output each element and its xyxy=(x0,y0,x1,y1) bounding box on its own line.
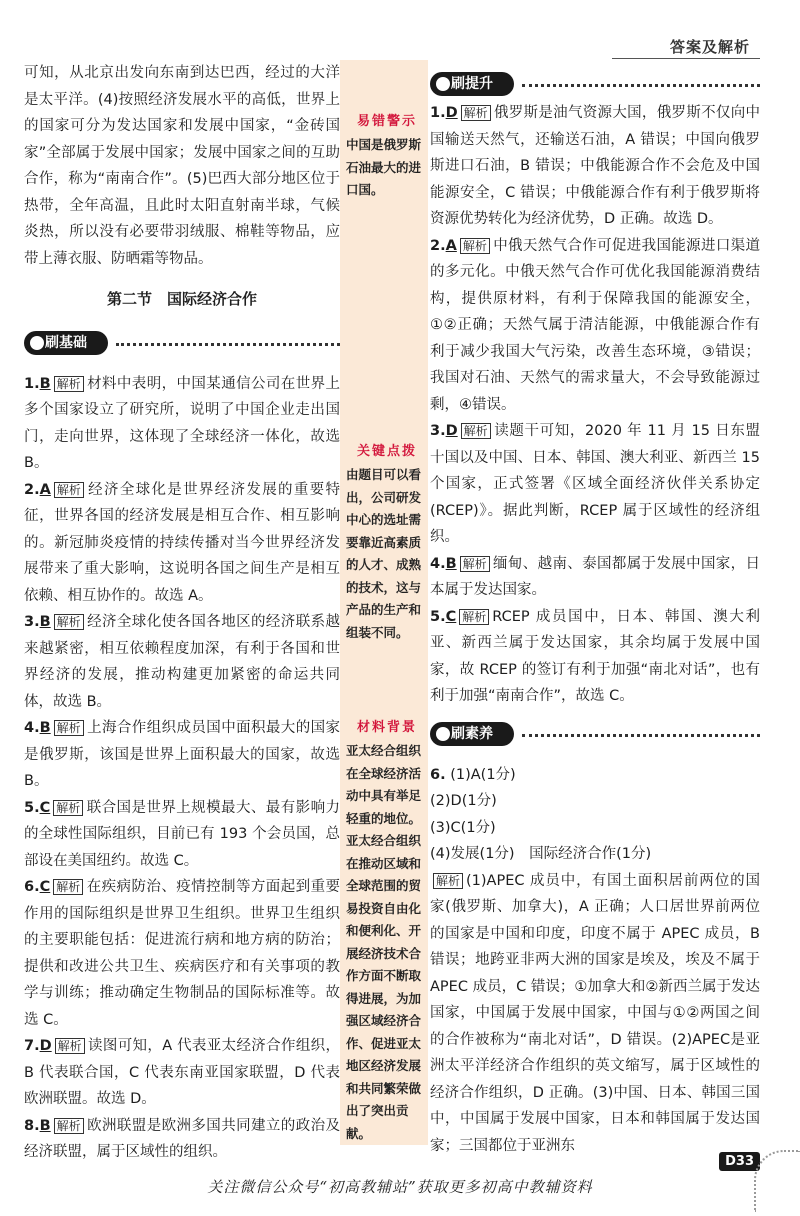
question-item xyxy=(430,100,760,233)
question-item xyxy=(24,1113,340,1166)
banner-literacy-label: 刷素养 xyxy=(430,722,514,746)
analysis-text: 读题干可知，2020 年 11 月 15 日东盟十国以及中国、日本、韩国、澳大利亚、新西兰 15 个国家，正式签署《区域全面经济伙伴关系协定(RCEP)》。据此判断，RCEP 属于区域性的经济组织。 xyxy=(430,423,760,545)
analysis-text: 联合国是世界上规模最大、最有影响力的全球性国际组织，目前已有 193 个会员国，总部设在美国纽约。故选 C。 xyxy=(24,799,340,869)
question-item xyxy=(24,874,340,1033)
analysis-tag: 解析 xyxy=(54,1118,84,1134)
q6-line: (3)C(1分) xyxy=(430,819,496,836)
question-6 xyxy=(430,762,760,1160)
question-number: 1. xyxy=(430,105,446,121)
intro-paragraph: 可知，从北京出发向东南到达巴西，经过的大洋是太平洋。(4)按照经济发展水平的高低，世界上的国家可分为发达国家和发展中国家，“金砖国家”全部属于发展中国家；发展中国家之间的互助合作，称为“南南合作”。(5)巴西大部分地区位于热带，全年高温，且此时太阳直射南半球，气候炎热，所以没有必要带羽绒服、棉鞋等物品，应带上薄衣服、防晒霜等物品。 xyxy=(24,65,340,267)
question-number: 3. xyxy=(24,614,40,630)
question-number: 4. xyxy=(24,720,40,736)
answer-letter: D xyxy=(445,105,458,121)
note-text-key: 由题目可以看出，公司研发中心的选址需要靠近高素质的人才、成熟的技术，这与产品的生产和组装不同。 xyxy=(346,467,422,640)
analysis-tag: 解析 xyxy=(461,105,491,121)
answer-letter: A xyxy=(445,237,457,254)
question-item xyxy=(24,371,340,477)
note-label-mistake: 易错警示 xyxy=(356,114,417,129)
question-number: 5. xyxy=(24,799,40,816)
analysis-tag: 解析 xyxy=(54,482,84,498)
question-item xyxy=(430,551,760,604)
analysis-text: 欧洲联盟是欧洲多国共同建立的政治及经济联盟，属于区域性的组织。 xyxy=(24,1117,340,1160)
question-number: 3. xyxy=(430,423,446,439)
analysis-text: 读图可知，A 代表亚太经济合作组织，B 代表联合国，C 代表东南亚国家联盟，D 代表欧洲联盟。故选 D。 xyxy=(24,1038,340,1107)
banner-dots xyxy=(116,343,340,346)
question-item xyxy=(24,795,340,875)
analysis-text: 俄罗斯是油气资源大国，俄罗斯不仅向中国输送天然气，还输送石油，A 错误；中国向俄罗斯进口石油，B 错误；中俄能源合作不会危及中国能源安全，C 错误；中俄能源合作有利于俄罗斯将资源优势转化为经济优势，D 正确。故选 D。 xyxy=(430,105,760,227)
analysis-tag: 解析 xyxy=(433,873,463,889)
question-number: 5. xyxy=(430,608,446,625)
note-text-mistake: 中国是俄罗斯石油最大的进口国。 xyxy=(346,137,422,197)
answer-letter: B xyxy=(39,375,51,392)
note-text-background: 亚太经合组织在全球经济活动中具有举足轻重的地位。亚太经合组织在推动区域和全球范围的贸易投资自由化和便利化、开展经济技术合作方面不断取得进展，为加强区域经济合作、促进亚太地区经济发展和共同繁荣做出了突出贡献。 xyxy=(346,743,422,1141)
banner-advance-label: 刷提升 xyxy=(430,72,514,96)
banner-literacy xyxy=(430,720,760,750)
analysis-text: 缅甸、越南、泰国都属于发展中国家，日本属于发达国家。 xyxy=(430,555,760,598)
footer-note: 关注微信公众号“初高教辅站”获取更多初高中教辅资料 xyxy=(207,1178,593,1196)
question-item xyxy=(430,604,760,710)
analysis-tag: 解析 xyxy=(460,238,490,254)
question-item xyxy=(24,609,340,715)
analysis-text: RCEP 成员国中，日本、韩国、澳大利亚、新西兰属于发达国家，其余均属于发展中国家，故 RCEP 的签订有利于加强“南北对话”，也有利于加强“南南合作”，故选 C。 xyxy=(430,608,760,704)
answer-letter: D xyxy=(39,1038,52,1054)
answer-letter: A xyxy=(39,481,51,498)
banner-advance xyxy=(430,70,760,100)
note-label-background: 材料背景 xyxy=(356,720,417,735)
analysis-tag: 解析 xyxy=(459,609,489,625)
page-number: D33 xyxy=(719,1152,760,1171)
banner-basic xyxy=(24,329,340,359)
section-title: 第二节 国际经济合作 xyxy=(106,290,257,308)
note-label-key: 关键点拨 xyxy=(356,444,417,459)
analysis-tag: 解析 xyxy=(53,879,83,895)
question-number: 2. xyxy=(24,481,40,498)
question-number: 8. xyxy=(24,1117,40,1134)
question-number: 2. xyxy=(430,237,446,254)
answer-letter: B xyxy=(445,555,457,572)
question-number: 6. xyxy=(24,879,40,895)
q6-line: (2)D(1分) xyxy=(430,793,497,809)
question-item xyxy=(430,418,760,551)
banner-dots xyxy=(522,734,760,737)
q6-analysis: (1)APEC 成员中，有国土面积居前两位的国家(俄罗斯、加拿大)，A 正确；人口居世界前两位的国家是中国和印度，印度不属于 APEC 成员，B 错误；地跨亚非两大洲的国家是埃及，埃及不属于 APEC 成员，C 错误；①加拿大和②新西兰属于发达国家，中国属于发展中国家，中国与①②两国之间的合作被称为“南北对话”，D 错误。(2)APEC是亚洲太平洋经济合作组织的英文缩写，属于区域性的经济合作组织，D 正确。(3)中国、日本、韩国三国中，中国属于发展中国家，日本和韩国属于发达国家；三国都位于亚洲东 xyxy=(430,872,760,1154)
answer-letter: B xyxy=(39,720,51,736)
question-item xyxy=(24,1033,340,1113)
analysis-text: 经济全球化使各国各地区的经济联系越来越紧密，相互依赖程度加深，有利于各国和世界经济的发展，推动构建更加紧密的命运共同体，故选 B。 xyxy=(24,614,340,710)
question-item xyxy=(24,715,340,795)
analysis-tag: 解析 xyxy=(460,556,490,572)
question-number: 1. xyxy=(24,375,40,392)
analysis-text: 在疾病防治、疫情控制等方面起到重要作用的国际组织是世界卫生组织。世界卫生组织的主要职能包括：促进流行病和地方病的防治；提供和改进公共卫生、疾病医疗和有关事项的教学与训练；推动确定生物制品的国际标准等。故选 C。 xyxy=(24,879,340,1028)
question-item xyxy=(430,233,760,419)
banner-basic-label: 刷基础 xyxy=(24,331,108,355)
banner-dots xyxy=(522,84,760,87)
left-column xyxy=(24,60,340,1166)
q6-line: (4)发展(1分) 国际经济合作(1分) xyxy=(430,846,652,862)
analysis-text: 材料中表明，中国某通信公司在世界上多个国家设立了研究所，说明了中国企业走出国门，走向世界，这体现了全球经济一体化，故选 B。 xyxy=(24,375,340,471)
answer-letter: C xyxy=(39,879,51,895)
header-rule xyxy=(612,58,760,59)
analysis-tag: 解析 xyxy=(54,614,84,630)
analysis-tag: 解析 xyxy=(54,720,84,736)
answer-letter: B xyxy=(39,1117,51,1134)
header-title: 答案及解析 xyxy=(669,38,750,56)
right-column xyxy=(430,100,760,1165)
q6-line: (1)A(1分) xyxy=(450,766,516,783)
analysis-tag: 解析 xyxy=(55,1038,85,1054)
question-number: 6. xyxy=(430,766,446,783)
question-number: 7. xyxy=(24,1038,40,1054)
answer-letter: C xyxy=(39,799,51,816)
analysis-tag: 解析 xyxy=(54,376,84,392)
question-item xyxy=(24,477,340,610)
question-number: 4. xyxy=(430,555,446,572)
answer-letter: D xyxy=(445,423,458,439)
analysis-text: 中俄天然气合作可促进我国能源进口渠道的多元化。中俄天然气合作可优化我国能源消费结构，提供原材料，有利于保障我国的能源安全，①②正确；天然气属于清洁能源，中俄能源合作有利于减少我国大气污染，改善生态环境，③错误；我国对石油、天然气的需求量大，不会导致能源过剩，④错误。 xyxy=(430,237,760,413)
answer-letter: C xyxy=(445,608,457,625)
analysis-tag: 解析 xyxy=(53,800,83,816)
analysis-tag: 解析 xyxy=(461,423,491,439)
analysis-text: 上海合作组织成员国中面积最大的国家是俄罗斯，该国是世界上面积最大的国家，故选 B。 xyxy=(24,720,340,789)
analysis-text: 经济全球化是世界经济发展的重要特征，世界各国的经济发展是相互合作、相互影响的。新冠肺炎疫情的持续传播对当今世界经济发展带来了重大影响，这说明各国之间生产是相互依赖、相互协作的。故选 A。 xyxy=(24,481,340,604)
answer-letter: B xyxy=(39,614,51,630)
